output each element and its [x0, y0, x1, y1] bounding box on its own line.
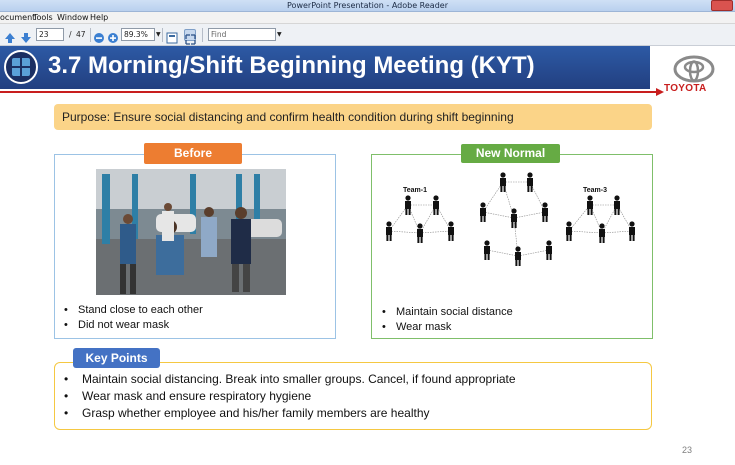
- meeting-photo: [96, 169, 286, 295]
- before-label: Before: [144, 143, 242, 164]
- key-points-bullet-list: [62, 372, 516, 423]
- new-normal-bullet-list: [378, 306, 513, 336]
- arrow-right-icon: [656, 88, 664, 96]
- page-separator: /: [69, 30, 72, 39]
- zoom-level-input[interactable]: 89.3%: [121, 28, 155, 41]
- full-screen-icon[interactable]: [184, 29, 196, 41]
- window-title-bar: [0, 0, 735, 12]
- slide: [0, 46, 735, 465]
- slide-header-icon: [4, 50, 38, 84]
- list-item: • Did not wear mask: [60, 319, 203, 334]
- page-number-input[interactable]: 23: [36, 28, 64, 41]
- list-item: • Wear mask: [378, 321, 513, 336]
- zoom-dropdown-icon[interactable]: ▼: [156, 31, 161, 38]
- slide-page-number: 23: [682, 445, 693, 455]
- toolbar-separator: [90, 28, 91, 42]
- distancing-diagram: [378, 170, 648, 280]
- toolbar-separator: [202, 28, 203, 42]
- list-item: • Maintain social distancing. Break into smaller groups. Cancel, if found appropriate: [62, 372, 516, 389]
- slide-header: [0, 46, 650, 89]
- toyota-wordmark: TOYOTA: [664, 83, 707, 94]
- list-item: • Grasp whether employee and his/her family members are healthy: [62, 406, 516, 423]
- before-bullet-list: [60, 304, 203, 334]
- find-input[interactable]: Find: [208, 28, 276, 41]
- header-underline: [0, 91, 660, 93]
- window-title: PowerPoint Presentation - Adobe Reader: [287, 1, 448, 10]
- next-page-icon[interactable]: [20, 29, 32, 41]
- previous-page-icon[interactable]: [4, 29, 16, 41]
- team-1-label: Team-1: [403, 187, 427, 194]
- list-item: • Wear mask and ensure respiratory hygiene: [62, 389, 516, 406]
- page-total: 47: [76, 30, 86, 39]
- menu-tools[interactable]: Tools: [33, 13, 53, 22]
- menu-bar: [0, 12, 735, 24]
- toolbar: [0, 24, 735, 46]
- purpose-banner: Purpose: Ensure social distancing and confirm health condition during shift beginning: [54, 104, 652, 130]
- list-item: • Maintain social distance: [378, 306, 513, 321]
- new-normal-label: New Normal: [461, 144, 560, 163]
- slide-title: 3.7 Morning/Shift Beginning Meeting (KYT): [48, 52, 535, 79]
- fit-page-icon[interactable]: [166, 29, 178, 41]
- menu-window[interactable]: Window: [57, 13, 89, 22]
- menu-help[interactable]: Help: [90, 13, 109, 22]
- key-points-label: Key Points: [73, 348, 160, 368]
- zoom-out-icon[interactable]: [93, 29, 105, 41]
- toolbar-separator: [162, 28, 163, 42]
- list-item: • Stand close to each other: [60, 304, 203, 319]
- close-window-button[interactable]: [711, 0, 733, 11]
- team-3-label: Team-3: [583, 187, 607, 194]
- zoom-in-icon[interactable]: [107, 29, 119, 41]
- find-dropdown-icon[interactable]: ▼: [277, 31, 282, 38]
- menu-document[interactable]: ocument: [0, 13, 36, 22]
